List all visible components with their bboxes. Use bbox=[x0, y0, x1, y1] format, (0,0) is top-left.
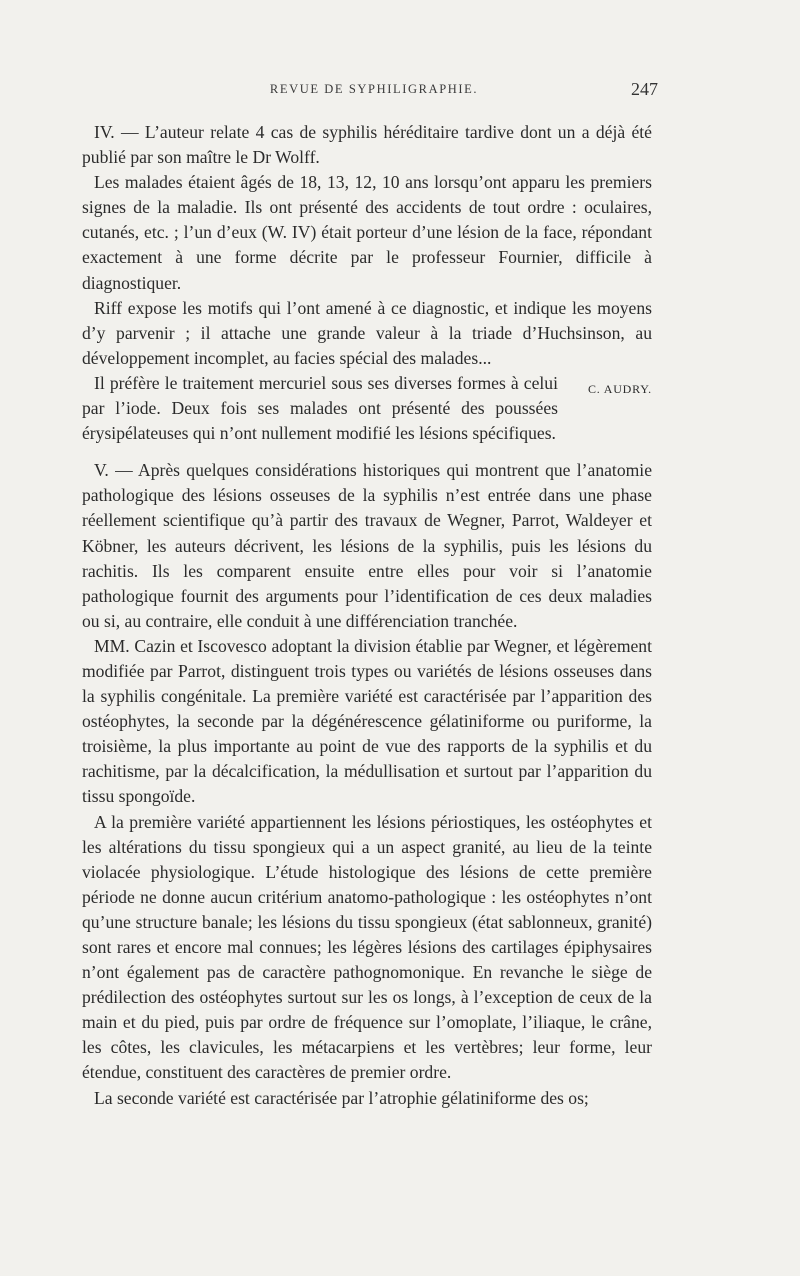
page-header bbox=[90, 79, 658, 106]
paragraph-text: Il préfère le traitement mercuriel sous ses diverses formes à celui par l’iode. Deux fois ses malades ont présenté des poussées érysipélateuses qui n’ont nullement modifié les lésions spécifiques. bbox=[82, 372, 558, 444]
running-head: REVUE DE SYPHILIGRAPHIE. bbox=[269, 82, 479, 96]
paragraph: La seconde variété est caractérisée par l’atrophie gélatiniforme des os; bbox=[94, 1087, 589, 1108]
paragraph: Riff expose les motifs qui l’ont amené à ce diagnostic, et indique les moyens d’y parvenir ; il attache une grande valeur à la triade d’Huchsinson, au développement incomplet, au facies spécial des malades... bbox=[82, 297, 652, 368]
paragraph: IV. — L’auteur relate 4 cas de syphilis héréditaire tardive dont un a déjà été publié par son maître le Dr Wolff. bbox=[82, 122, 652, 168]
page-number: 247 bbox=[631, 79, 658, 99]
body-text bbox=[82, 120, 652, 1111]
paragraph: Les malades étaient âgés de 18, 13, 12, 10 ans lorsqu’ont apparu les premiers signes de la maladie. Ils ont présenté des accidents de tout ordre : oculaires, cutanés, etc. ; l’un d’eux (W. IV) était porteur d’une lésion de la face, répondant exactement à une forme décrite par le professeur Fournier, difficile à diagnostiquer. bbox=[82, 172, 652, 293]
paragraph: MM. Cazin et Iscovesco adoptant la division établie par Wegner, et légèrement modifiée par Parrot, distinguent trois types ou variétés de lésions osseuses dans la syphilis congénitale. La première variété est caractérisée par l’apparition des ostéophytes, la seconde par la dégénérescence gélatiniforme ou puriforme, la troisième, la plus importante au point de vue des rapports de la syphilis et du rachitisme, par la décalcification, la médullisation et surtout par l’apparition du tissu spongoïde. bbox=[82, 635, 652, 807]
paragraph: A la première variété appartiennent les lésions périostiques, les ostéophytes et les altérations du tissu spongieux qui a un aspect granité, au lieu de la teinte violacée physiologique. L’étude histologique des lésions de cette première période ne donne aucun critérium anatomo-pathologique : les ostéophytes n’ont qu’une structure banale; les lésions du tissu spongieux (état sablonneux, granité) sont rares et encore mal connues; les légères lésions des cartilages épiphysaires n’ont également pas de caractère pathognomonique. En revanche le siège de prédilection des ostéophytes surtout sur les os longs, à l’exception de ceux de la main et du pied, puis par ordre de fréquence sur l’omoplate, l’iliaque, le crâne, les côtes, les clavicules, les métacarpiens et les vertèbres; leur forme, leur étendue, constituent des caractères de premier ordre. bbox=[82, 811, 652, 1083]
paragraph: V. — Après quelques considérations historiques qui montrent que l’anatomie pathologique des lésions osseuses de la syphilis n’est entrée dans une phase réellement scientifique qu’à partir des travaux de Wegner, Parrot, Waldeyer et Köbner, les auteurs décrivent, les lésions de la syphilis, puis les lésions du rachitis. Ils les comparent ensuite entre elles pour voir si l’anatomie pathologique fournit des arguments pour l’identification de ces deux maladies ou si, au contraire, elle conduit à une différenciation tranchée. bbox=[82, 460, 652, 631]
section-gap bbox=[82, 446, 652, 458]
paragraph bbox=[82, 371, 652, 446]
author-signature: C. AUDRY. bbox=[587, 381, 652, 396]
